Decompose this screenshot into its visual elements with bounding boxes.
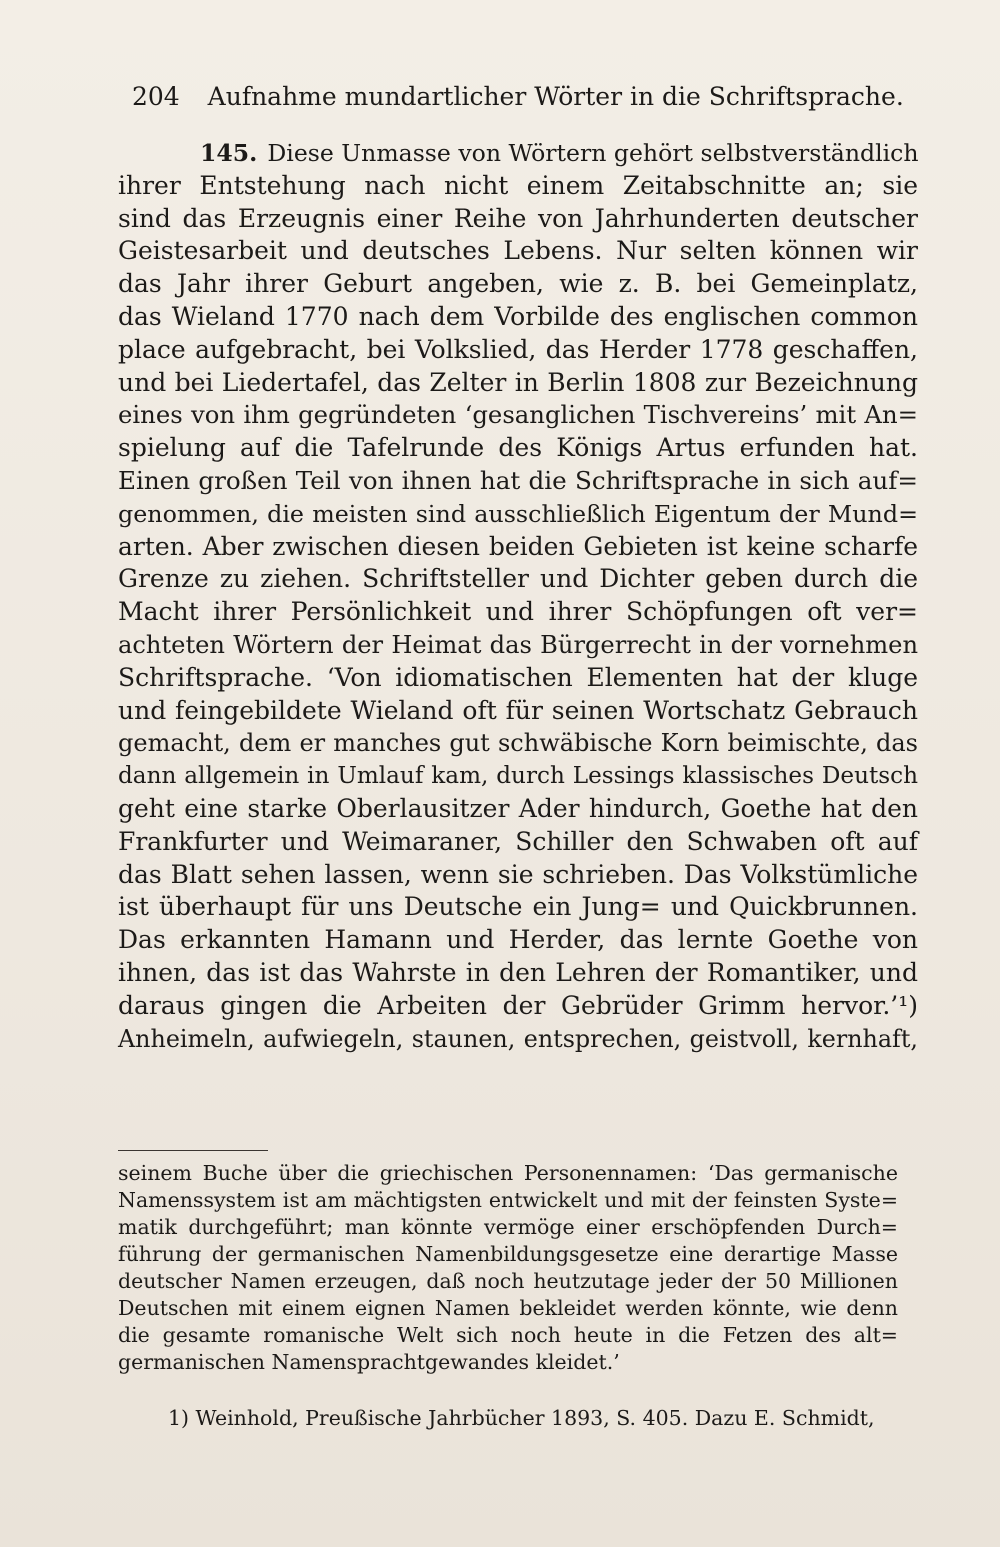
text-line: das Blatt sehen lassen, wenn sie schrieben. Das Volkstümliche (118, 859, 918, 889)
text-line: Geistesarbeit und deutsches Lebens. Nur selten können wir (118, 236, 918, 266)
section-number: 145. (200, 139, 258, 167)
footnote-continued (118, 1160, 898, 1376)
footnote-divider (118, 1150, 268, 1151)
footnote-1 (118, 1405, 898, 1432)
text-line: gemacht, dem er manches gut schwäbische Korn beimischte, das (118, 729, 918, 758)
footnote-line: die gesamte romanische Welt sich noch heute in die Fetzen des alt= (118, 1323, 898, 1347)
text-line: arten. Aber zwischen diesen beiden Gebieten ist keine scharfe (118, 531, 918, 561)
text-line: und feingebildete Wieland oft für seinen Wortschatz Gebrauch (118, 695, 918, 725)
text-line: achteten Wörtern der Heimat das Bürgerrecht in der vornehmen (118, 630, 918, 659)
text-line: Frankfurter und Weimaraner, Schiller den Schwaben oft auf (118, 826, 918, 856)
text-line: genommen, die meisten sind ausschließlich Eigentum der Mund= (118, 499, 918, 528)
footnote-line: germanischen Namensprachtgewandes kleidet.’ (118, 1350, 620, 1374)
page-number: 204 (132, 82, 180, 111)
text-line: Einen großen Teil von ihnen hat die Schriftsprache in sich auf= (118, 465, 918, 495)
text-line: dann allgemein in Umlauf kam, durch Lessings klassisches Deutsch (118, 763, 918, 790)
text-line: Macht ihrer Persönlichkeit und ihrer Schöpfungen oft ver= (118, 597, 918, 627)
text-line: das Jahr ihrer Geburt angeben, wie z. B. bei Gemeinplatz, (118, 269, 918, 299)
text-line: Anheimeln, aufwiegeln, staunen, entsprechen, geistvoll, kernhaft, (118, 1024, 918, 1053)
text-line: Grenze zu ziehen. Schriftsteller und Dichter geben durch die (118, 564, 918, 594)
text-line: ihnen, das ist das Wahrste in den Lehren der Romantiker, und (118, 957, 918, 987)
running-header (132, 80, 904, 114)
footnote-line: führung der germanischen Namenbildungsgesetze eine derartige Masse (118, 1242, 898, 1266)
footnote-line: Namenssystem ist am mächtigsten entwickelt und mit der feinsten Syste= (118, 1188, 898, 1212)
text-line: 145. Diese Unmasse von Wörtern gehört selbstverständlich (200, 139, 919, 167)
text-line: daraus gingen die Arbeiten der Gebrüder Grimm hervor.’¹) (118, 990, 918, 1020)
text-line: eines von ihm gegründeten ‘gesanglichen Tischvereins’ mit An= (118, 400, 918, 430)
text-line: Das erkannten Hamann und Herder, das lernte Goethe von (118, 925, 918, 955)
text-line: Schriftsprache. ‘Von idiomatischen Elementen hat der kluge (118, 662, 918, 692)
text-line: place aufgebracht, bei Volkslied, das Herder 1778 geschaffen, (118, 334, 918, 364)
footnote-line: matik durchgeführt; man könnte vermöge einer erschöpfenden Durch= (118, 1215, 898, 1239)
footnote-line: Deutschen mit einem eignen Namen bekleidet werden könnte, wie denn (118, 1296, 898, 1320)
text-line: das Wieland 1770 nach dem Vorbilde des englischen common (118, 301, 918, 331)
text-line: und bei Liedertafel, das Zelter in Berlin 1808 zur Bezeichnung (118, 367, 918, 397)
text-line: sind das Erzeugnis einer Reihe von Jahrhunderten deutscher (118, 203, 918, 233)
text-line: spielung auf die Tafelrunde des Königs Artus erfunden hat. (118, 433, 918, 463)
main-text (118, 137, 918, 1055)
footnote-line: 1) Weinhold, Preußische Jahrbücher 1893, S. 405. Dazu E. Schmidt, (168, 1406, 875, 1430)
running-title: Aufnahme mundartlicher Wörter in die Schriftsprache. (207, 82, 904, 111)
text-line: ist überhaupt für uns Deutsche ein Jung= und Quickbrunnen. (118, 892, 918, 922)
text-line: ihrer Entstehung nach nicht einem Zeitabschnitte an; sie (118, 170, 918, 200)
footnote-line: seinem Buche über die griechischen Personennamen: ‘Das germanische (118, 1161, 898, 1185)
text-line: geht eine starke Oberlausitzer Ader hindurch, Goethe hat den (118, 793, 918, 823)
footnote-line: deutscher Namen erzeugen, daß noch heutzutage jeder der 50 Millionen (118, 1269, 898, 1293)
